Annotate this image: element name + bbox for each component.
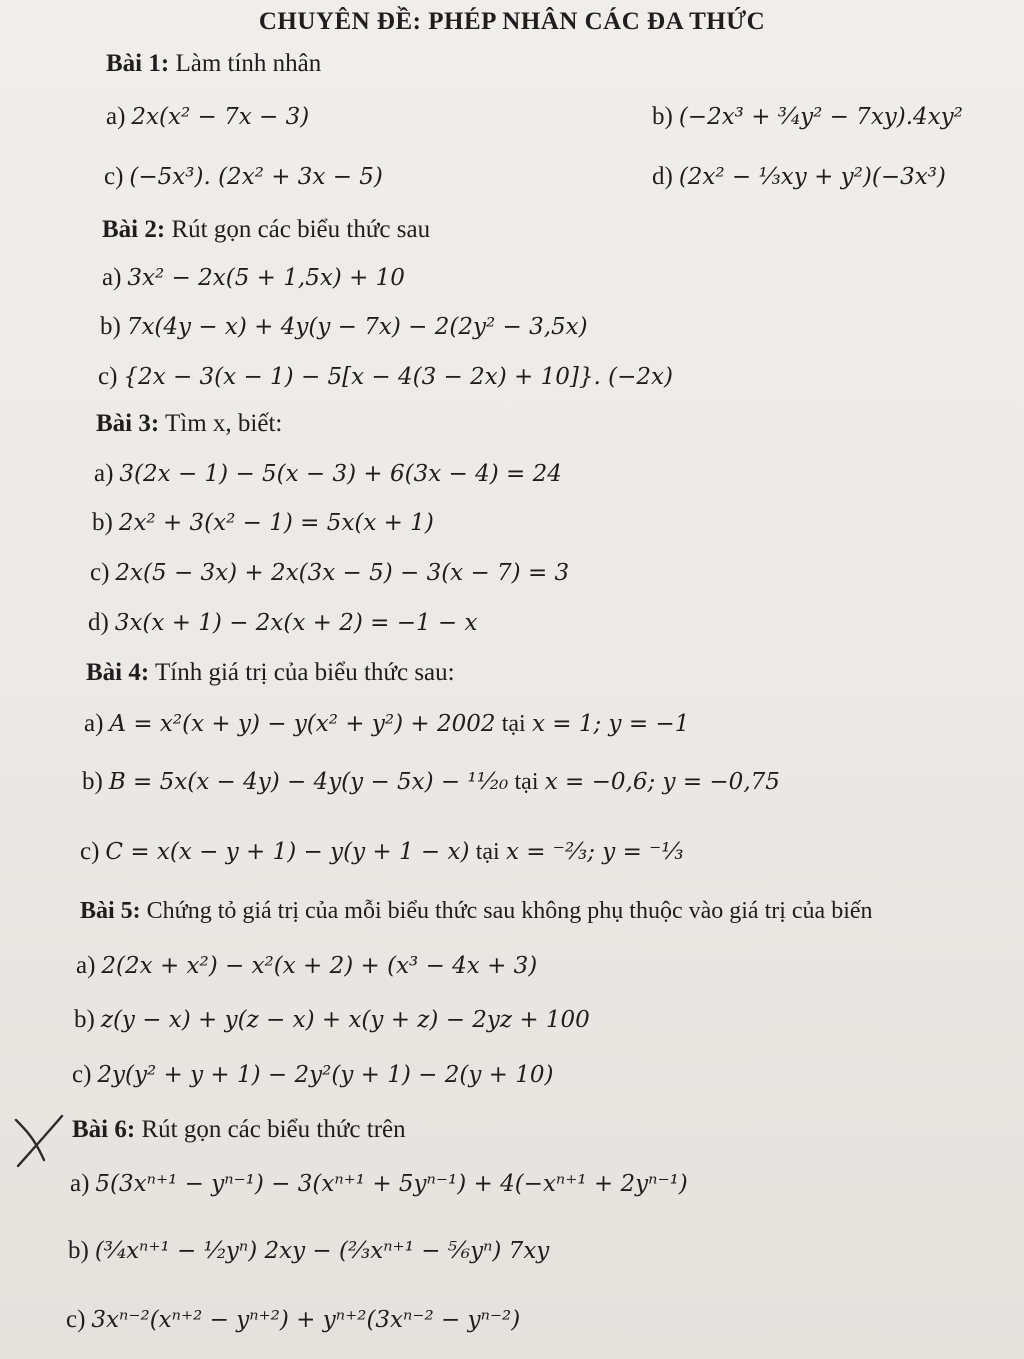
item-label: c): [66, 1306, 86, 1333]
item-label: a): [84, 710, 104, 737]
section-instruction: Chứng tỏ giá trị của mỗi biểu thức sau không phụ thuộc vào giá trị của biến: [146, 898, 873, 924]
exercise-item: [70, 1170, 688, 1198]
item-label: b): [92, 509, 113, 536]
section-number: Bài 1:: [106, 50, 170, 77]
exercise-item: [74, 1006, 590, 1034]
item-label: d): [652, 163, 673, 190]
exercise-item: [82, 768, 780, 796]
item-label: c): [98, 363, 118, 390]
section-number: Bài 3:: [96, 410, 160, 437]
item-label: a): [76, 952, 96, 979]
item-label: b): [68, 1237, 89, 1264]
item-expression: B = 5x(x − 4y) − 4y(y − 5x) − ¹¹⁄₂₀: [108, 769, 509, 795]
item-label: a): [94, 460, 114, 487]
section-heading: [86, 659, 455, 687]
section-heading: [80, 898, 873, 925]
item-condition-word: tại: [514, 769, 539, 795]
exercise-item: [106, 103, 309, 131]
item-expression: 3(2x − 1) − 5(x − 3) + 6(3x − 4) = 24: [119, 461, 562, 487]
item-expression: 2x(x² − 7x − 3): [131, 104, 310, 130]
item-label: a): [70, 1170, 90, 1197]
section-heading: [72, 1116, 406, 1144]
section-number: Bài 5:: [80, 898, 141, 924]
exercise-item: [68, 1237, 549, 1265]
section-instruction: Rút gọn các biểu thức sau: [171, 216, 431, 243]
exercise-item: [102, 264, 405, 292]
exercise-item: [92, 509, 434, 537]
item-condition: x = −0,6; y = −0,75: [544, 769, 780, 795]
handwritten-cross-mark: [12, 1112, 68, 1170]
item-condition: x = ⁻²⁄₃; y = ⁻¹⁄₃: [505, 839, 684, 865]
exercise-item: [72, 1061, 553, 1089]
item-expression: 2x² + 3(x² − 1) = 5x(x + 1): [118, 510, 434, 536]
item-expression: z(y − x) + y(z − x) + x(y + z) − 2yz + 100: [100, 1007, 590, 1033]
item-condition-word: tại: [501, 711, 526, 737]
item-label: b): [74, 1006, 95, 1033]
exercise-item: [94, 460, 562, 488]
item-expression: 7x(4y − x) + 4y(y − 7x) − 2(2y² − 3,5x): [126, 314, 588, 340]
exercise-item: [104, 163, 383, 191]
section-heading: [102, 216, 430, 244]
page-title: CHUYÊN ĐỀ: PHÉP NHÂN CÁC ĐA THỨC: [258, 8, 766, 35]
item-expression: 3x² − 2x(5 + 1,5x) + 10: [127, 265, 405, 291]
exercise-item: [98, 363, 673, 391]
item-label: b): [100, 313, 121, 340]
item-expression: 2y(y² + y + 1) − 2y²(y + 1) − 2(y + 10): [97, 1062, 554, 1088]
item-expression: {2x − 3(x − 1) − 5[x − 4(3 − 2x) + 10]}. (−2x): [123, 364, 673, 390]
item-expression: 5(3xⁿ⁺¹ − yⁿ⁻¹) − 3(xⁿ⁺¹ + 5yⁿ⁻¹) + 4(−xⁿ⁺¹ + 2yⁿ⁻¹): [95, 1171, 688, 1197]
section-heading: [106, 50, 321, 78]
exercise-item: [652, 103, 963, 131]
item-condition: x = 1; y = −1: [531, 711, 690, 737]
item-expression: (−2x³ + ³⁄₄y² − 7xy).4xy²: [678, 104, 963, 130]
item-label: c): [104, 163, 124, 190]
item-label: d): [88, 609, 109, 636]
item-label: c): [80, 838, 100, 865]
exercise-item: [652, 163, 946, 191]
exercise-item: [88, 609, 477, 637]
item-label: b): [652, 103, 673, 130]
item-label: a): [106, 103, 126, 130]
exercise-item: [90, 559, 569, 587]
exercise-item: [84, 710, 689, 738]
section-instruction: Tính giá trị của biểu thức sau:: [155, 659, 455, 686]
item-expression: 3x(x + 1) − 2x(x + 2) = −1 − x: [114, 610, 478, 636]
item-expression: 2x(5 − 3x) + 2x(3x − 5) − 3(x − 7) = 3: [115, 560, 570, 586]
item-label: a): [102, 264, 122, 291]
item-condition-word: tại: [475, 839, 500, 865]
item-expression: (2x² − ¹⁄₃xy + y²)(−3x³): [678, 164, 946, 190]
section-instruction: Rút gọn các biểu thức trên: [141, 1116, 406, 1143]
section-number: Bài 2:: [102, 216, 166, 243]
item-label: c): [72, 1061, 92, 1088]
exercise-item: [66, 1306, 520, 1334]
item-expression: 3xⁿ⁻²(xⁿ⁺² − yⁿ⁺²) + yⁿ⁺²(3xⁿ⁻² − yⁿ⁻²): [91, 1307, 521, 1333]
item-expression: 2(2x + x²) − x²(x + 2) + (x³ − 4x + 3): [101, 953, 538, 979]
section-instruction: Làm tính nhân: [175, 50, 322, 77]
exercise-item: [100, 313, 588, 341]
item-expression: (−5x³). (2x² + 3x − 5): [129, 164, 383, 190]
item-expression: (³⁄₄xⁿ⁺¹ − ¹⁄₂yⁿ) 2xy − (²⁄₃xⁿ⁺¹ − ⁵⁄₆yⁿ) 7xy: [94, 1238, 550, 1264]
item-label: b): [82, 768, 103, 795]
exercise-item: [76, 952, 537, 980]
section-heading: [96, 410, 282, 438]
section-number: Bài 4:: [86, 659, 150, 686]
item-expression: A = x²(x + y) − y(x² + y²) + 2002: [109, 711, 496, 737]
item-expression: C = x(x − y + 1) − y(y + 1 − x): [105, 839, 470, 865]
section-number: Bài 6:: [72, 1116, 136, 1143]
exercise-item: [80, 838, 684, 866]
section-instruction: Tìm x, biết:: [165, 410, 283, 437]
item-label: c): [90, 559, 110, 586]
